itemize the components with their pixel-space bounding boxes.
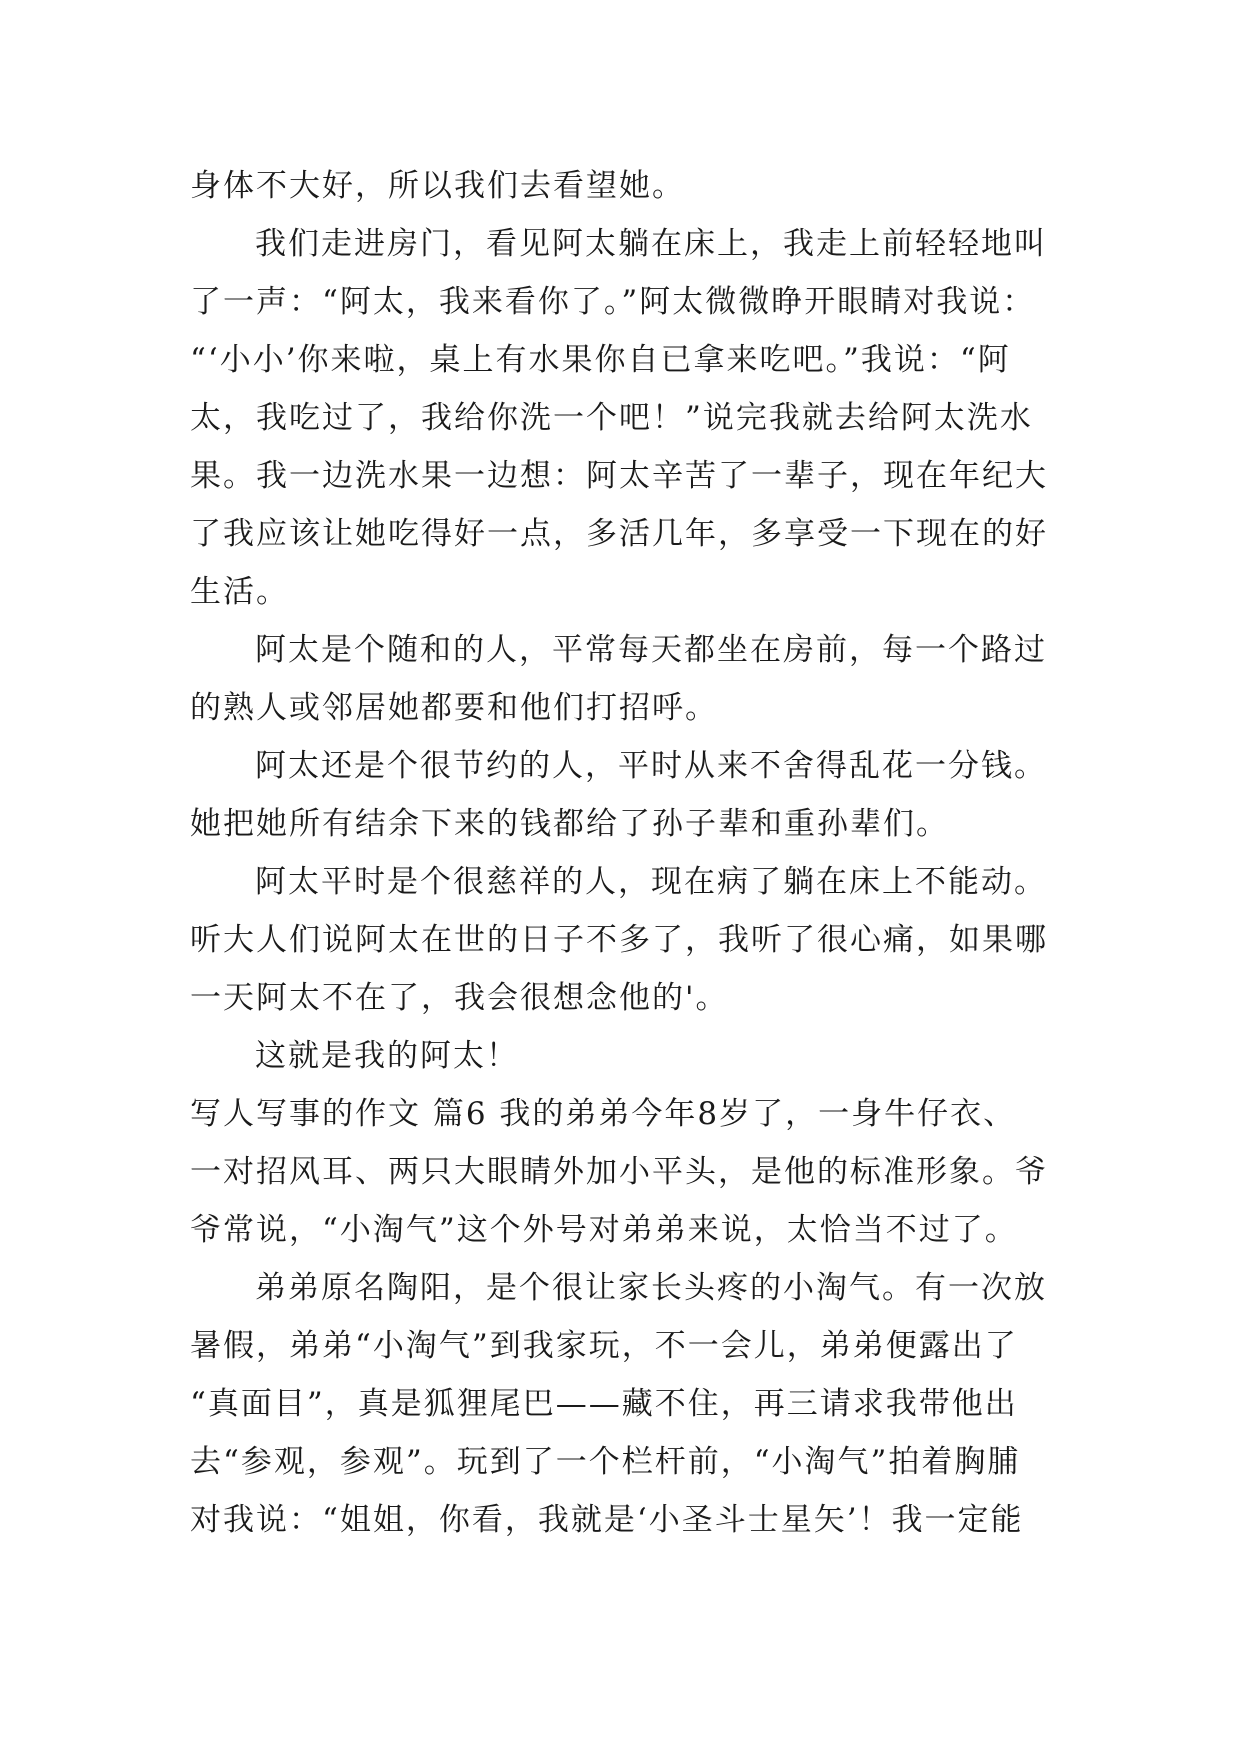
text-line: 了一声：“阿太，我来看你了。”阿太微微睁开眼睛对我说： <box>190 284 1036 320</box>
text-line: 一对招风耳、两只大眼睛外加小平头，是他的标准形象。爷 <box>190 1154 1048 1190</box>
text-line: 一天阿太不在了，我会很想念他的'。 <box>190 980 729 1016</box>
text-line: 我们走进房门，看见阿太躺在床上，我走上前轻轻地叫 <box>255 226 1047 262</box>
text-line: 了我应该让她吃得好一点，多活几年，多享受一下现在的好 <box>190 516 1048 552</box>
text-line: 爷常说，“小淘气”这个外号对弟弟来说，太恰当不过了。 <box>190 1212 1018 1248</box>
text-line: 阿太是个随和的人，平常每天都坐在房前，每一个路过 <box>255 632 1047 668</box>
text-line: 身体不大好，所以我们去看望她。 <box>190 168 685 204</box>
text-line: 听大人们说阿太在世的日子不多了，我听了很心痛，如果哪 <box>190 922 1048 958</box>
text-line: 对我说：“姐姐，你看，我就是‘小圣斗士星矢’！我一定能 <box>190 1502 1024 1538</box>
text-line: 写人写事的作文 篇6 我的弟弟今年8岁了，一身牛仔衣、 <box>190 1096 1017 1132</box>
text-line: 果。我一边洗水果一边想：阿太辛苦了一辈子，现在年纪大 <box>190 458 1048 494</box>
text-line: 的熟人或邻居她都要和他们打招呼。 <box>190 690 718 726</box>
text-line: “真面目”，真是狐狸尾巴——藏不住，再三请求我带他出 <box>190 1386 1018 1422</box>
text-line: “‘小小’你来啦，桌上有水果你自已拿来吃吧。”我说：“阿 <box>190 342 1011 378</box>
text-line: 她把她所有结余下来的钱都给了孙子辈和重孙辈们。 <box>190 806 949 842</box>
text-line: 阿太平时是个很慈祥的人，现在病了躺在床上不能动。 <box>255 864 1047 900</box>
text-line: 太，我吃过了，我给你洗一个吧！”说完我就去给阿太洗水 <box>190 400 1033 436</box>
text-line: 阿太还是个很节约的人，平时从来不舍得乱花一分钱。 <box>255 748 1047 784</box>
text-line: 暑假，弟弟“小淘气”到我家玩，不一会儿，弟弟便露出了 <box>190 1328 1018 1364</box>
text-line: 弟弟原名陶阳，是个很让家长头疼的小淘气。有一次放 <box>255 1270 1047 1306</box>
text-line: 这就是我的阿太！ <box>255 1038 519 1074</box>
text-line: 去“参观，参观”。玩到了一个栏杆前，“小淘气”拍着胸脯 <box>190 1444 1021 1480</box>
text-line: 生活。 <box>190 574 289 610</box>
